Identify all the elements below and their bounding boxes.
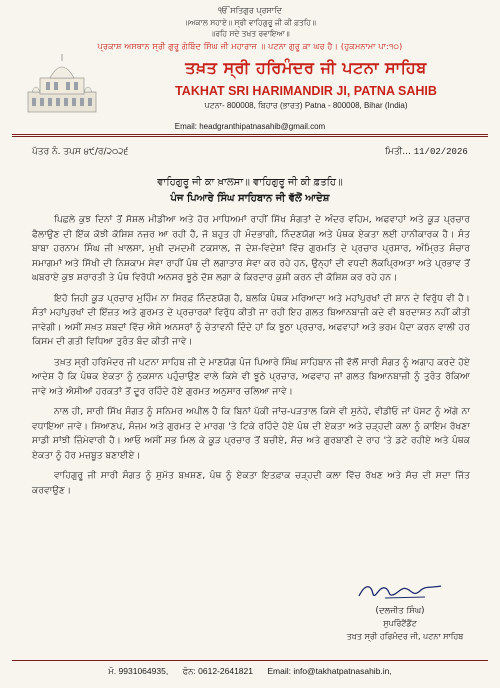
footer-email: Email: info@takhatpatnasahib.in,: [267, 666, 392, 676]
header-divider: [12, 134, 488, 135]
body-paragraph: ਤਖ਼ਤ ਸ੍ਰੀ ਹਰਿਮੰਦਰ ਜੀ ਪਟਨਾ ਸਾਹਿਬ ਜੀ ਦੇ ਮਾਣਯੋਗ ਪੰਜ ਪਿਆਰੇ ਸਿੰਘ ਸਾਹਿਬਾਨ ਜੀ ਵੱਲੋਂ ਸਾਰੀ ਸੰਗਤ ਨੂੰ ਅਗਾਹ ਕਰਦੇ ਹੋਏ ਆਦੇਸ਼ ਹੈ ਕਿ ਪੰਥਕ ਏਕਤਾ ਨੂੰ ਨੁਕਸਾਨ ਪਹੁੰਚਾਉਣ ਵਾਲੇ ਕਿਸੇ ਵੀ ਝੂਠੇ ਪ੍ਰਚਾਰ, ਅਫਵਾਹ ਜਾਂ ਗਲਤ ਬਿਆਨਬਾਜ਼ੀ ਨੂੰ ਤੁਰੰਤ ਰੋਕਿਆ ਜਾਵੇ ਅਤੇ ਐਸੀਆਂ ਹਰਕਤਾਂ ਤੋਂ ਦੂਰ ਰਹਿੰਦੇ ਹੋਏ ਗੁਰਮਤ ਅਨੁਸਾਰ ਚਲਿਆ ਜਾਵੇ।: [32, 356, 470, 397]
date-value: 11/02/2026: [413, 147, 468, 157]
handwritten-signature: [355, 578, 445, 604]
footer-mobile: ਮੋ. 9931064935,: [108, 666, 169, 676]
address-line: ਪਟਨਾ- 800008, ਬਿਹਾਰ (ਭਾਰਤ) Patna - 800008, Bihar (India): [204, 101, 408, 110]
date-field: [385, 147, 468, 157]
invocation-line: ੴ ਸਤਿਗੁਰ ਪ੍ਰਸਾਦਿ: [218, 6, 282, 15]
motto-line: ॥ਰਹਿ ਸਦੇ ਤਖ਼ਤ ਰਵਾਇਆ॥: [210, 29, 290, 38]
greeting-line: ॥ਅਕਾਲ ਸਹਾਏ॥ ਸ੍ਰੀ ਵਾਹਿਗੁਰੂ ਜੀ ਕੀ ਫ਼ਤਹਿ॥: [184, 18, 316, 27]
body-paragraph: ਨਾਲ ਹੀ, ਸਾਰੀ ਸਿੱਖ ਸੰਗਤ ਨੂੰ ਸਨਿਮਰ ਅਪੀਲ ਹੈ ਕਿ ਬਿਨਾਂ ਪੱਕੀ ਜਾਂਚ-ਪੜਤਾਲ ਕਿਸੇ ਵੀ ਸੁਨੇਹੇ, ਵੀਡੀਓ ਜਾਂ ਪੋਸਟ ਨੂੰ ਅੱਗੇ ਨਾ ਵਧਾਇਆ ਜਾਵੇ। ਸਿਆਣਪ, ਸੰਜਮ ਅਤੇ ਗੁਰਮਤ ਦੇ ਮਾਰਗ 'ਤੇ ਟਿਕੇ ਰਹਿੰਦੇ ਹੋਏ ਪੰਥ ਦੀ ਏਕਤਾ ਅਤੇ ਚੜ੍ਹਦੀ ਕਲਾ ਨੂੰ ਕਾਇਮ ਰੱਖਣਾ ਸਾਡੀ ਸਾਂਝੀ ਜ਼ਿੰਮੇਵਾਰੀ ਹੈ। ਆਓ ਅਸੀਂ ਸਭ ਮਿਲ ਕੇ ਕੂੜ ਪ੍ਰਚਾਰ ਤੋਂ ਬਚੀਏ, ਸੱਚ ਅਤੇ ਗੁਰਬਾਣੀ ਦੇ ਰਾਹ 'ਤੇ ਡਟੇ ਰਹੀਏ ਅਤੇ ਪੰਥਕ ਏਕਤਾ ਨੂੰ ਹੋਰ ਮਜ਼ਬੂਤ ਬਣਾਈਏ।: [32, 406, 470, 461]
salutation: ਵਾਹਿਗੁਰੂ ਜੀ ਕਾ ਖ਼ਾਲਸਾ॥ ਵਾਹਿਗੁਰੂ ਜੀ ਕੀ ਫ਼ਤਹਿ॥: [157, 177, 343, 188]
signatory-place: ਤਖ਼ਤ ਸ੍ਰੀ ਹਰਿਮੰਦਰ ਜੀ, ਪਟਨਾ ਸਾਹਿਬ: [346, 632, 464, 641]
body-paragraph: ਵਾਹਿਗੁਰੂ ਜੀ ਸਾਰੀ ਸੰਗਤ ਨੂੰ ਸੁਮੱਤ ਬਖ਼ਸ਼ਣ, ਪੰਥ ਨੂੰ ਏਕਤਾ ਇਤਫ਼ਾਕ ਚੜ੍ਹਦੀ ਕਲਾ ਵਿੱਚ ਰੱਖਣ ਅਤੇ ਸੱਚ ਦੀ ਸਦਾ ਜਿੱਤ ਕਰਵਾਉਣ।: [32, 470, 470, 496]
authority-line: ਪ੍ਰਕਾਸ਼ ਅਸਥਾਨ ਸ੍ਰੀ ਗੁਰੂ ਗੋਬਿੰਦ ਸਿੰਘ ਜੀ ਮਹਾਰਾਜ ॥ ਪਟਨਾ ਗੁਰੂ ਕਾ ਘਰ ਹੈ। (ਹੁਕਮਨਾਮਾ ਪਾ:੧੦): [97, 42, 403, 51]
footer-contacts: [0, 666, 500, 677]
header-email: Email: headgranthipatnasahib@gmail.com: [174, 122, 326, 131]
date-label: ਮਿਤੀ...: [385, 147, 411, 157]
header-divider-secondary: [12, 136, 488, 137]
letter-body: [32, 213, 470, 504]
subject-line: ਪੰਜ ਪਿਆਰੇ ਸਿੰਘ ਸਾਹਿਬਾਨ ਜੀ ਵੱਲੋਂ ਆਦੇਸ਼: [170, 193, 330, 204]
reference-number: ਪੱਤਰ ਨੰ. ਤਪਸ ੪੯/ਰ/੨੦੨੬: [32, 147, 129, 157]
title-english: TAKHAT SRI HARIMANDIR JI, PATNA SAHIB: [175, 84, 437, 98]
body-paragraph: ਇਹੋ ਜਿਹੀ ਕੂੜ ਪ੍ਰਚਾਰ ਮੁਹਿੰਮ ਨਾ ਸਿਰਫ਼ ਨਿੰਦਣਯੋਗ ਹੈ, ਬਲਕਿ ਪੰਥਕ ਮਰਿਆਦਾ ਅਤੇ ਮਹਾਂਪੁਰਖਾਂ ਦੀ ਸ਼ਾਨ ਦੇ ਵਿਰੁੱਧ ਵੀ ਹੈ। ਸੰਤਾਂ ਮਹਾਂਪੁਰਖਾਂ ਦੀ ਇੱਜ਼ਤ ਅਤੇ ਗੁਰਮਤ ਦੇ ਪ੍ਰਚਾਰਕਾਂ ਵਿਰੁੱਧ ਕੀਤੀ ਜਾ ਰਹੀ ਇਹ ਗਲਤ ਬਿਆਨਬਾਜ਼ੀ ਕਦੇ ਵੀ ਬਰਦਾਸ਼ਤ ਨਹੀਂ ਕੀਤੀ ਜਾਵੇਗੀ। ਅਸੀਂ ਸਖ਼ਤ ਸ਼ਬਦਾਂ ਵਿੱਚ ਐਸੇ ਅਨਸਰਾਂ ਨੂੰ ਚੇਤਾਵਨੀ ਦਿੰਦੇ ਹਾਂ ਕਿ ਝੂਠਾ ਪ੍ਰਚਾਰ, ਅਫਵਾਹਾਂ ਅਤੇ ਭਰਮ ਪੈਦਾ ਕਰਨ ਵਾਲੀ ਹਰ ਕਿਸਮ ਦੀ ਗਤੀ ਵਿਧਿਆ ਤੁਰੰਤ ਬੰਦ ਕੀਤੀ ਜਾਵੇ।: [32, 292, 470, 347]
body-paragraph: ਪਿਛਲੇ ਕੁਝ ਦਿਨਾਂ ਤੋਂ ਸੋਸ਼ਲ ਮੀਡੀਆ ਅਤੇ ਹੋਰ ਮਾਧਿਅਮਾਂ ਰਾਹੀਂ ਸਿੱਖ ਸੰਗਤਾਂ ਦੇ ਅੰਦਰ ਵਹਿਮ, ਅਫਵਾਹਾਂ ਅਤੇ ਕੂੜ ਪ੍ਰਚਾਰ ਫੈਲਾਉਣ ਦੀ ਇੱਕ ਕੋਝੀ ਕੋਸ਼ਿਸ਼ ਨਜ਼ਰ ਆ ਰਹੀ ਹੈ, ਜੋ ਬਹੁਤ ਹੀ ਮੰਦਭਾਗੀ, ਨਿੰਦਣਯੋਗ ਅਤੇ ਪੰਥਕ ਏਕਤਾ ਲਈ ਹਾਨੀਕਾਰਕ ਹੈ। ਸੰਤ ਬਾਬਾ ਹਰਨਾਮ ਸਿੰਘ ਜੀ ਖ਼ਾਲਸਾ, ਮੁਖੀ ਦਮਦਮੀ ਟਕਸਾਲ, ਜੋ ਦੇਸ਼-ਵਿਦੇਸ਼ਾਂ ਵਿੱਚ ਗੁਰਮਤਿ ਦੇ ਪ੍ਰਚਾਰ ਪ੍ਰਸਾਰ, ਅੰਮ੍ਰਿਤ ਸੰਚਾਰ ਸਮਾਗਮਾਂ ਅਤੇ ਸਿੱਖੀ ਦੀ ਨਿਸ਼ਕਾਮ ਸੇਵਾ ਰਾਹੀਂ ਪੰਥ ਦੀ ਲਗਾਤਾਰ ਸੇਵਾ ਕਰ ਰਹੇ ਹਨ, ਉਨ੍ਹਾਂ ਦੀ ਵਧਦੀ ਲੋਕਪ੍ਰਿਅਤਾ ਅਤੇ ਪ੍ਰਭਾਵ ਤੋਂ ਘਬਰਾਏ ਕੁਝ ਸ਼ਰਾਰਤੀ ਤੇ ਪੰਥ ਵਿਰੋਧੀ ਅਨਸਰ ਝੂਠੇ ਦੋਸ਼ ਲਗਾ ਕੇ ਕਿਰਦਾਰ ਕੁਸ਼ੀ ਕਰਨ ਦੀ ਕੋਸ਼ਿਸ਼ ਕਰ ਰਹੇ ਹਨ।: [32, 214, 470, 283]
signatory-role: ਸੁਪਰਿੰਟੈਂਡੈਂਟ: [383, 619, 417, 628]
footer-divider: [12, 660, 488, 661]
gurdwara-logo: [22, 52, 102, 116]
signatory-name: (ਦਲਜੀਤ ਸਿੰਘ): [375, 606, 425, 616]
footer-phone: ਫੋਨ: 0612-2641821: [182, 666, 253, 676]
title-punjabi: ਤਖ਼ਤ ਸ੍ਰੀ ਹਰਿਮੰਦਰ ਜੀ ਪਟਨਾ ਸਾਹਿਬ: [185, 58, 427, 77]
